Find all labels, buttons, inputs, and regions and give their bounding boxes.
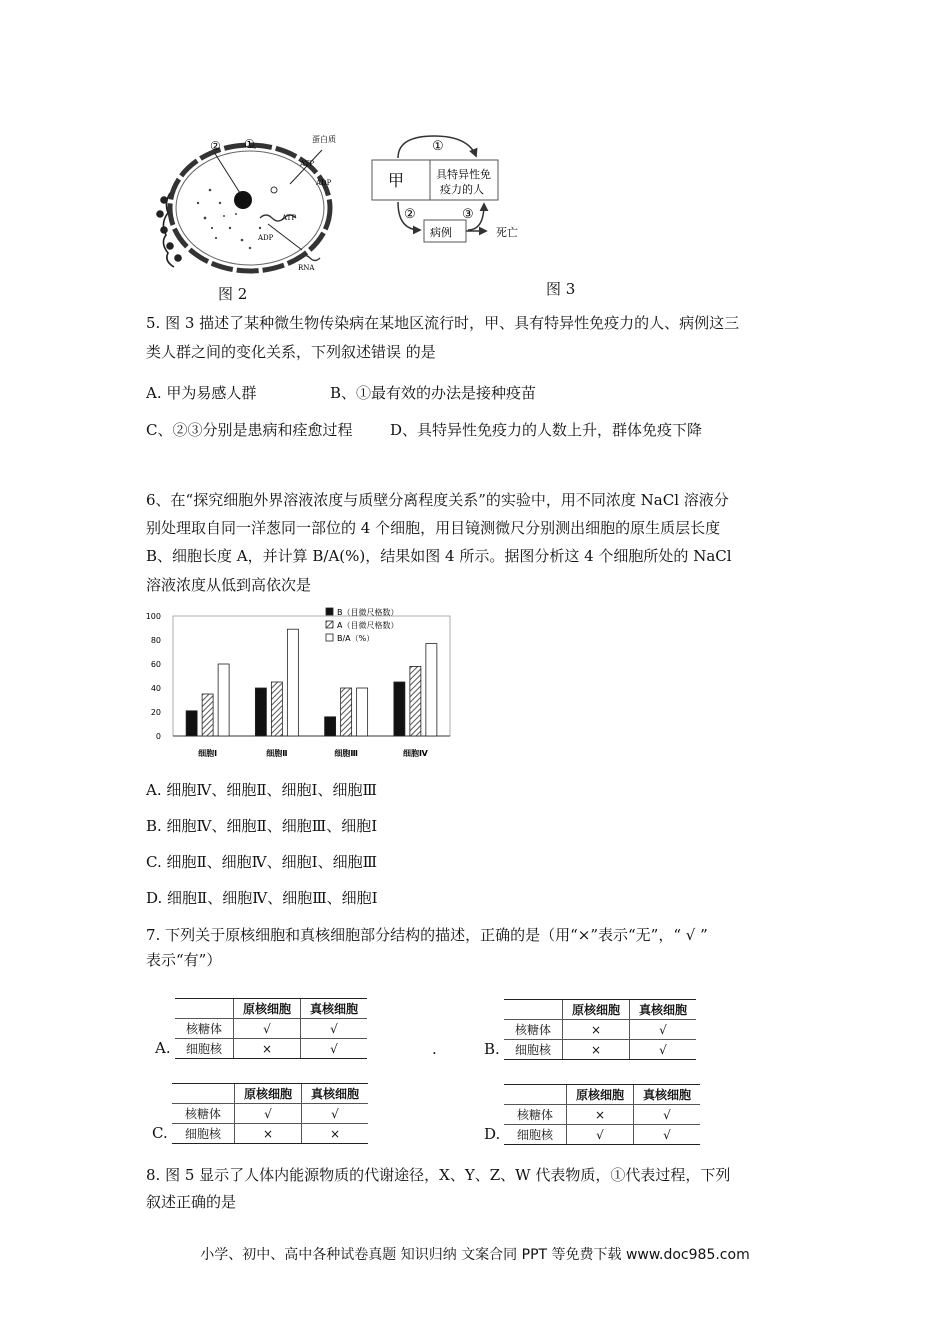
q7-line2: 表示“有”） <box>146 951 222 969</box>
bar-0-1 <box>202 694 213 736</box>
q7-option-c <box>152 1083 368 1144</box>
fig2-caption: 图 2 <box>218 285 248 303</box>
option-letter: D. <box>484 1125 501 1143</box>
fig3-immune-1: 具特异性免 <box>436 168 491 181</box>
fig3-death: 死亡 <box>496 226 518 239</box>
bar-3-1 <box>410 666 421 736</box>
y-tick-label: 80 <box>150 636 161 645</box>
cell: × <box>563 1020 630 1040</box>
q7-option-a <box>155 998 367 1059</box>
fig3-label-1: ① <box>432 139 444 154</box>
fig3-caption: 图 3 <box>546 280 576 298</box>
fig2-label-protein: 蛋白质 <box>312 135 336 144</box>
cell: √ <box>301 1019 368 1039</box>
row-nucleus: 细胞核 <box>172 1124 235 1144</box>
col-eukaryote: 真核细胞 <box>630 1000 697 1020</box>
q8-line1: 8. 图 5 显示了人体内能源物质的代谢途径，X、Y、Z、W 代表物质，①代表过程，下列 <box>146 1166 731 1184</box>
cell: × <box>302 1124 369 1144</box>
bar-2-2 <box>357 688 368 736</box>
bar-0-2 <box>218 664 229 736</box>
option-letter: B. <box>484 1040 500 1058</box>
q6-line4: 溶液浓度从低到高依次是 <box>146 576 312 594</box>
legend-swatch <box>326 621 333 628</box>
q7-line1: 7. 下列关于原核细胞和真核细胞部分结构的描述，正确的是（用“×”表示“无”，“ √ ” <box>146 926 708 944</box>
cell: × <box>235 1124 302 1144</box>
cell: √ <box>634 1125 701 1145</box>
x-tick-label: 细胞Ⅳ <box>402 749 428 758</box>
bar-3-0 <box>394 682 405 736</box>
q5-option-a: A. 甲为易感人群 <box>146 384 257 402</box>
bar-chart-svg <box>140 604 460 764</box>
bar-0-0 <box>186 711 197 736</box>
cell: √ <box>567 1125 634 1145</box>
separator-dot: . <box>432 1040 437 1058</box>
q6-option-a: A. 细胞Ⅳ、细胞Ⅱ、细胞Ⅰ、细胞Ⅲ <box>146 781 377 799</box>
row-nucleus: 细胞核 <box>504 1040 563 1060</box>
fig2-label-1: ① <box>244 137 255 151</box>
row-ribosome: 核糖体 <box>172 1104 235 1124</box>
cell: × <box>567 1105 634 1125</box>
q6-line1: 6、在“探究细胞外界溶液浓度与质壁分离程度关系”的实验中，用不同浓度 NaCl 溶液分 <box>146 491 729 509</box>
q8-line2: 叙述正确的是 <box>146 1193 237 1211</box>
fig3-immune-2: 疫力的人 <box>440 183 484 196</box>
col-eukaryote: 真核细胞 <box>634 1085 701 1105</box>
fig3-label-3: ③ <box>462 207 474 222</box>
row-nucleus: 细胞核 <box>504 1125 567 1145</box>
fig2-label-atp2: ATP <box>282 214 297 222</box>
bar-1-1 <box>271 682 282 736</box>
q5-line1: 5. 图 3 描述了某种微生物传染病在某地区流行时，甲、具有特异性免疫力的人、病例这三 <box>146 314 740 332</box>
q6-option-b: B. 细胞Ⅳ、细胞Ⅱ、细胞Ⅲ、细胞Ⅰ <box>146 817 378 835</box>
y-tick-label: 40 <box>150 684 161 693</box>
footer: 小学、初中、高中各种试卷真题 知识归纳 文案合同 PPT 等免费下载 www.doc985.com <box>200 1247 750 1263</box>
q5-option-c: C、②③分别是患病和痊愈过程 <box>146 421 353 439</box>
x-tick-label: 细胞Ⅰ <box>198 749 218 758</box>
bar-2-0 <box>325 717 336 736</box>
y-tick-label: 60 <box>150 660 161 669</box>
q5-line2: 类人群之间的变化关系，下列叙述错误 的是 <box>146 343 436 361</box>
fig2-label-atp1: ATP <box>300 160 315 168</box>
col-eukaryote: 真核细胞 <box>301 999 368 1019</box>
y-tick-label: 100 <box>145 612 161 621</box>
cell: √ <box>302 1104 369 1124</box>
x-tick-label: 细胞Ⅲ <box>334 749 358 758</box>
q6-option-c: C. 细胞Ⅱ、细胞Ⅳ、细胞Ⅰ、细胞Ⅲ <box>146 853 378 871</box>
option-letter: A. <box>155 1039 171 1057</box>
col-eukaryote: 真核细胞 <box>302 1084 369 1104</box>
q5-option-b: B、①最有效的办法是接种疫苗 <box>330 384 537 402</box>
structure-table <box>504 1084 700 1145</box>
cell: × <box>234 1039 301 1059</box>
col-prokaryote: 原核细胞 <box>567 1085 634 1105</box>
cell: × <box>563 1040 630 1060</box>
legend-label: B（目微尺格数） <box>337 608 399 617</box>
legend-label: B/A（%） <box>337 634 375 643</box>
cell: √ <box>630 1040 697 1060</box>
y-tick-label: 20 <box>150 708 161 717</box>
q6-line2: 别处理取自同一洋葱同一部位的 4 个细胞，用目镜测微尺分别测出细胞的原生质层长度 <box>146 519 721 537</box>
structure-table <box>504 999 696 1060</box>
q6-option-d: D. 细胞Ⅱ、细胞Ⅳ、细胞Ⅲ、细胞Ⅰ <box>146 889 378 907</box>
bar-chart <box>140 604 460 764</box>
legend-label: A（目微尺格数） <box>337 621 399 630</box>
col-prokaryote: 原核细胞 <box>563 1000 630 1020</box>
col-prokaryote: 原核细胞 <box>234 999 301 1019</box>
fig2-label-adp1: ADP <box>316 179 332 187</box>
cell: √ <box>634 1105 701 1125</box>
option-letter: C. <box>152 1124 168 1142</box>
row-ribosome: 核糖体 <box>504 1105 567 1125</box>
cell: √ <box>301 1039 368 1059</box>
q5-option-d: D、具特异性免疫力的人数上升，群体免疫下降 <box>390 421 703 439</box>
legend-swatch <box>326 608 333 615</box>
row-ribosome: 核糖体 <box>504 1020 563 1040</box>
fig2-label-rna: RNA <box>298 264 315 272</box>
structure-table <box>172 1083 368 1144</box>
y-tick-label: 0 <box>155 732 161 741</box>
structure-table <box>175 998 367 1059</box>
x-tick-label: 细胞Ⅱ <box>266 749 288 758</box>
bar-2-1 <box>341 688 352 736</box>
plot-frame <box>173 616 450 736</box>
bar-1-0 <box>255 688 266 736</box>
figure-2 <box>150 128 350 308</box>
cell: √ <box>235 1104 302 1124</box>
fig3-label-2: ② <box>404 207 416 222</box>
row-ribosome: 核糖体 <box>175 1019 234 1039</box>
fig2-label-adp2: ADP <box>258 234 274 242</box>
legend-swatch <box>326 634 333 641</box>
bar-1-2 <box>287 629 298 736</box>
fig3-bingli: 病例 <box>430 226 452 239</box>
cell: √ <box>630 1020 697 1040</box>
col-prokaryote: 原核细胞 <box>235 1084 302 1104</box>
fig3-jia: 甲 <box>388 171 405 190</box>
q7-option-d <box>484 1084 700 1145</box>
q6-line3: B、细胞长度 A，并计算 B/A(%)，结果如图 4 所示。据图分析这 4 个细胞所处的 NaCl <box>146 547 732 565</box>
cell: √ <box>234 1019 301 1039</box>
figure-3 <box>368 130 538 255</box>
row-nucleus: 细胞核 <box>175 1039 234 1059</box>
fig2-label-2: ② <box>210 139 221 153</box>
q7-option-b <box>484 999 696 1060</box>
bar-3-2 <box>426 644 437 736</box>
cell-diagram <box>150 128 350 288</box>
